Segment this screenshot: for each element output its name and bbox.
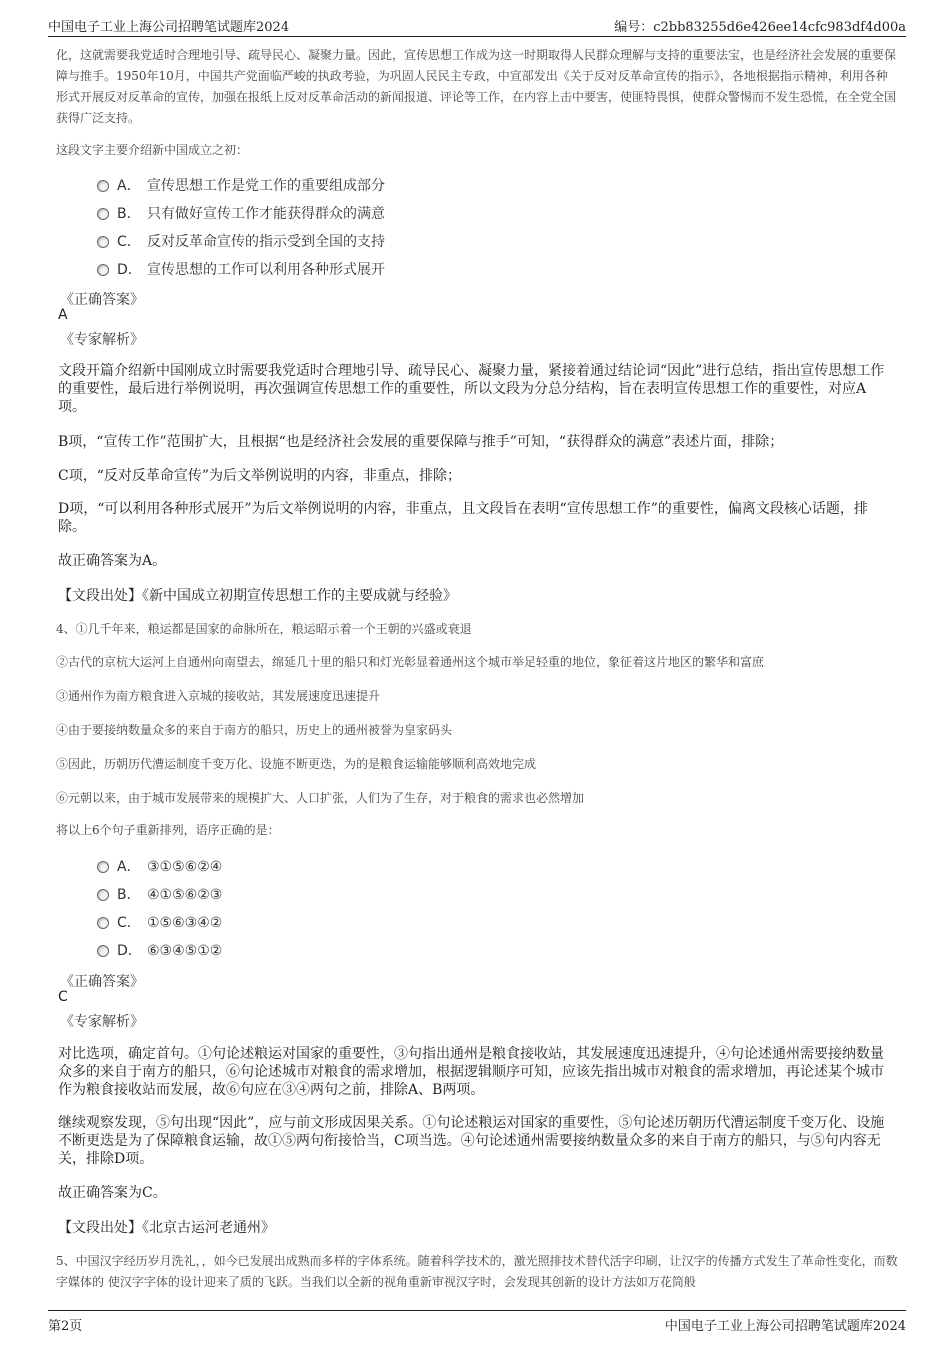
q4-sentence: ②古代的京杭大运河上自通州向南望去，绵延几十里的船只和灯光彰显着通州这个城市举足轻重的地位，象征着这片地区的繁华和富庶 xyxy=(56,655,765,669)
q4-sentence: ④由于要接纳数量众多的来自于南方的船只，历史上的通州被誉为皇家码头 xyxy=(56,723,453,737)
document-id: 编号：c2bb83255d6e426ee14cfc983df4d00a xyxy=(614,20,906,35)
q4-option-c[interactable]: C． ①⑤⑥③④② xyxy=(97,912,222,934)
q4-option-a[interactable]: A． ③①⑤⑥②④ xyxy=(97,856,222,878)
q3-source: 【文段出处】《新中国成立初期宣传思想工作的主要成就与经验》 xyxy=(58,588,457,604)
q3-question: 这段文字主要介绍新中国成立之初： xyxy=(56,143,249,157)
page-header xyxy=(48,14,906,37)
q4-sentence: ⑥元朝以来，由于城市发展带来的规模扩大、人口扩张，人们为了生存，对于粮食的需求也必然增加 xyxy=(56,791,585,805)
q4-analysis-conclusion: 故正确答案为C。 xyxy=(58,1185,167,1201)
q4-answer: C xyxy=(58,989,68,1005)
q3-answer-label: 《正确答案》 xyxy=(60,292,144,308)
radio-icon[interactable] xyxy=(97,861,109,873)
radio-icon[interactable] xyxy=(97,180,109,192)
radio-icon[interactable] xyxy=(97,236,109,248)
q4-sentence: ⑤因此，历朝历代漕运制度千变万化、设施不断更迭，为的是粮食运输能够顺利高效地完成 xyxy=(56,757,537,771)
footer-title: 中国电子工业上海公司招聘笔试题库2024 xyxy=(664,1319,906,1334)
q3-passage: 化，这就需要我党适时合理地引导、疏导民心、凝聚力量。因此，宣传思想工作成为这一时期取得人民群众理解与支持的重要法宝，也是经济社会发展的重要保障与推手。1950年10月，中国共产党面临严峻的执政考验，为巩固人民民主专政，中宣部发出《关于反对反革命宣传的指示》，各地根据指示精神，利用各种形式开展反对反革命的宣传，加强在报纸上反对反革命活动的新闻报道、评论等工作，在内容上击中要害，使匪特畏惧，使群众警惕而不发生恐慌，在全党全国获得广泛支持。 xyxy=(56,48,897,125)
q3-analysis-conclusion: 故正确答案为A。 xyxy=(58,553,167,569)
q3-option-b[interactable]: B． 只有做好宣传工作才能获得群众的满意 xyxy=(97,203,385,225)
page-number: 第2页 xyxy=(48,1319,83,1334)
radio-icon[interactable] xyxy=(97,889,109,901)
q4-analysis-paragraph: 对比选项，确定首句。①句论述粮运对国家的重要性，③句指出通州是粮食接收站，其发展速度迅速提升，④句论述通州需要接纳数量众多的来自于南方的船只，⑥句论述城市对粮食的需求增加，根据逻辑顺序可知，应该先指出城市对粮食的需求增加，再论述某个城市作为粮食接收站而发展，故⑥句应在③④两句之前，排除A、B两项。 xyxy=(58,1046,884,1098)
header-title: 中国电子工业上海公司招聘笔试题库2024 xyxy=(48,20,290,35)
page-footer xyxy=(48,1310,906,1333)
q3-analysis-paragraph: 文段开篇介绍新中国刚成立时需要我党适时合理地引导、疏导民心、凝聚力量，紧接着通过结论词“因此”进行总结，指出宣传思想工作的重要性，最后进行举例说明，再次强调宣传思想工作的重要性，所以文段为分总分结构，旨在表明宣传思想工作的重要性，对应A项。 xyxy=(58,363,885,415)
q4-option-d[interactable]: D． ⑥③④⑤①② xyxy=(97,940,222,962)
q3-option-c[interactable]: C． 反对反革命宣传的指示受到全国的支持 xyxy=(97,231,385,253)
q3-analysis-label: 《专家解析》 xyxy=(60,332,144,348)
q3-analysis-paragraph: B项，“宣传工作”范围扩大，且根据“也是经济社会发展的重要保障与推手”可知，“获得群众的满意”表述片面，排除； xyxy=(58,434,784,450)
q3-analysis-paragraph: C项，“反对反革命宣传”为后文举例说明的内容，非重点，排除； xyxy=(58,468,462,484)
q4-analysis-label: 《专家解析》 xyxy=(60,1014,144,1030)
q4-option-b[interactable]: B． ④①⑤⑥②③ xyxy=(97,884,222,906)
q3-answer: A xyxy=(58,307,68,323)
q4-source: 【文段出处】《北京古运河老通州》 xyxy=(58,1220,275,1236)
radio-icon[interactable] xyxy=(97,917,109,929)
q3-option-d[interactable]: D． 宣传思想的工作可以利用各种形式展开 xyxy=(97,259,385,281)
radio-icon[interactable] xyxy=(97,208,109,220)
radio-icon[interactable] xyxy=(97,264,109,276)
q3-analysis-paragraph: D项，“可以利用各种形式展开”为后文举例说明的内容，非重点，且文段旨在表明“宣传思想工作”的重要性，偏离文段核心话题，排除。 xyxy=(58,501,868,535)
radio-icon[interactable] xyxy=(97,945,109,957)
q4-sentence: ③通州作为南方粮食进入京城的接收站，其发展速度迅速提升 xyxy=(56,689,381,703)
q3-option-a[interactable]: A． 宣传思想工作是党工作的重要组成部分 xyxy=(97,175,385,197)
q4-answer-label: 《正确答案》 xyxy=(60,974,144,990)
q4-analysis-paragraph: 继续观察发现，⑤句出现“因此”，应与前文形成因果关系。①句论述粮运对国家的重要性，⑤句论述历朝历代漕运制度千变万化、设施不断更迭是为了保障粮食运输，故①⑤两句衔接恰当，C项当选。④句论述通州需要接纳数量众多的来自于南方的船只，与⑤句内容无关，排除D项。 xyxy=(58,1115,885,1167)
q4-question: 将以上6个句子重新排列，语序正确的是： xyxy=(56,823,280,837)
q5-passage: 5、中国汉字经历岁月洗礼，，如今已发展出成熟而多样的字体系统。随着科学技术的，激光照排技术替代活字印刷，让汉字的传播方式发生了革命性变化，而数字媒体的 使汉字字体的设计迎来了质的飞跃。当我们以全新的视角重新审视汉字时，会发现其创新的设计方法如万花筒般 xyxy=(56,1254,898,1289)
q4-sentence: 4、①几千年来，粮运都是国家的命脉所在，粮运昭示着一个王朝的兴盛或衰退 xyxy=(56,622,472,636)
